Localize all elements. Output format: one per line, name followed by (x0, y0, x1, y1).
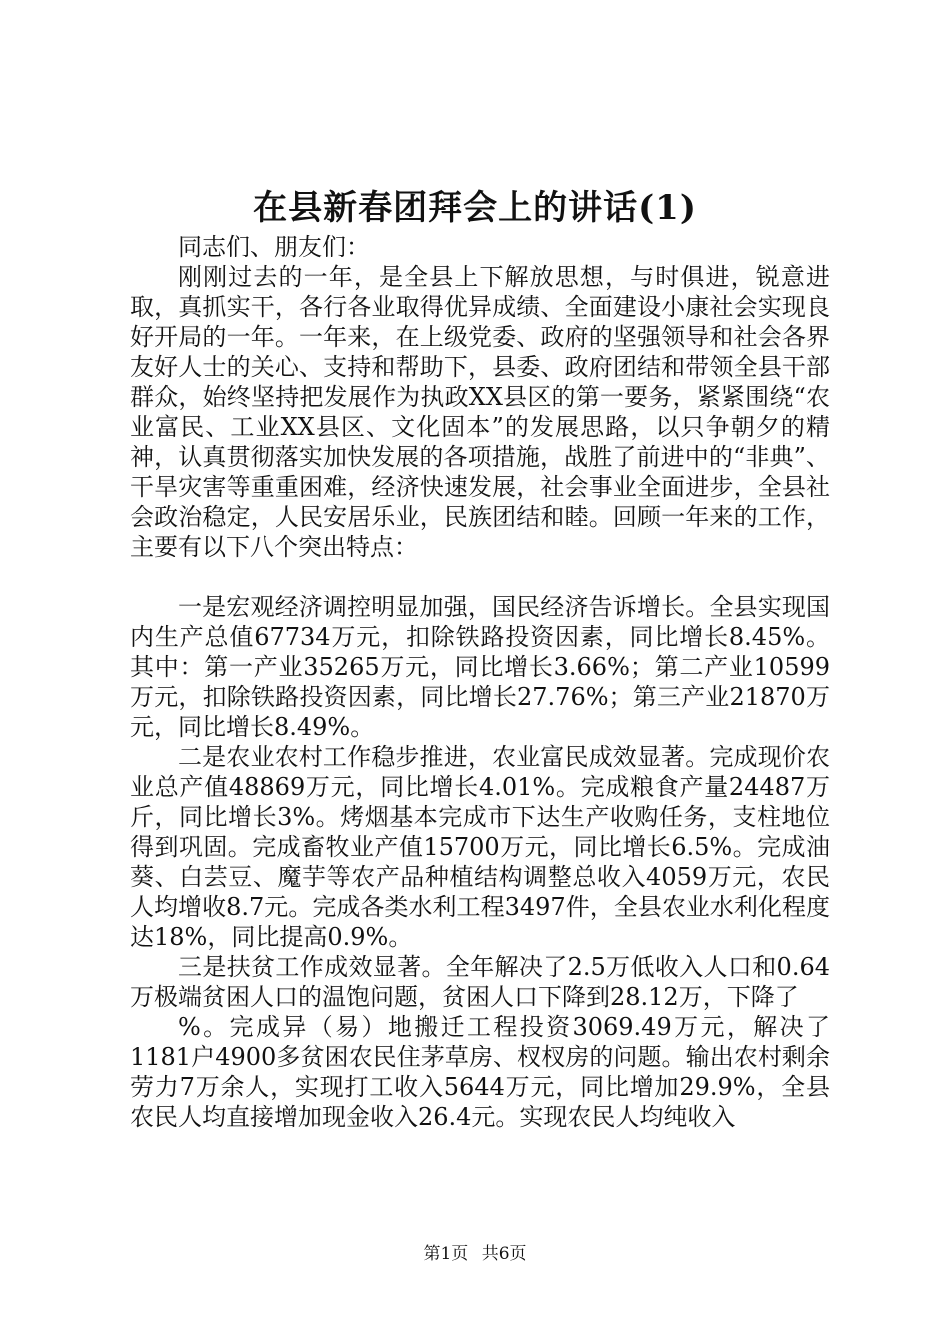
point-three-paragraph: 三是扶贫工作成效显著。全年解决了2.5万低收入人口和0.64万极端贫困人口的温饱问题，贫困人口下降到28.12万，下降了 (130, 953, 830, 1011)
intro-paragraph: 刚刚过去的一年，是全县上下解放思想，与时俱进，锐意进取，真抓实干，各行各业取得优异成绩、全面建设小康社会实现良好开局的一年。一年来，在上级党委、政府的坚强领导和社会各界友好人士的关心、支持和帮助下，县委、政府团结和带领全县干部群众，始终坚持把发展作为执政XX县区的第一要务，紧紧围绕“农业富民、工业XX县区、文化固本”的发展思路，以只争朝夕的精神，认真贯彻落实加快发展的各项措施，战胜了前进中的“非典”、干旱灾害等重重困难，经济快速发展，社会事业全面进步，全县社会政治稳定，人民安居乐业，民族团结和睦。回顾一年来的工作，主要有以下八个突出特点： (130, 263, 830, 561)
salutation-paragraph: 同志们、朋友们： (178, 233, 370, 261)
document-body (130, 232, 830, 1132)
point-two-paragraph: 二是农业农村工作稳步推进，农业富民成效显著。完成现价农业总产值48869万元，同比增长4.01%。完成粮食产量24487万斤，同比增长3%。烤烟基本完成市下达生产收购任务，支柱地位得到巩固。完成畜牧业产值15700万元，同比增长6.5%。完成油葵、白芸豆、魔芋等农产品种植结构调整总收入4059万元，农民人均增收8.7元。完成各类水利工程3497件，全县农业水利化程度达18%，同比提高0.9%。 (130, 743, 830, 951)
continuation-paragraph: %。完成异（易）地搬迁工程投资3069.49万元，解决了1181户4900多贫困农民住茅草房、杈杈房的问题。输出农村剩余劳力7万余人，实现打工收入5644万元，同比增加29.9%，全县农民人均直接增加现金收入26.4元。实现农民人均纯收入 (130, 1013, 830, 1131)
page-total: 共6页 (481, 1244, 527, 1264)
document-title: 在县新春团拜会上的讲话(1) (253, 188, 697, 228)
page-number: 第1页 (423, 1244, 469, 1264)
point-one-paragraph: 一是宏观经济调控明显加强，国民经济告诉增长。全县实现国内生产总值67734万元，扣除铁路投资因素，同比增长8.45%。其中：第一产业35265万元，同比增长3.66%；第二产业10599万元，扣除铁路投资因素，同比增长27.76%；第三产业21870万元，同比增长8.49%。 (130, 593, 830, 741)
page-footer (0, 1243, 950, 1265)
